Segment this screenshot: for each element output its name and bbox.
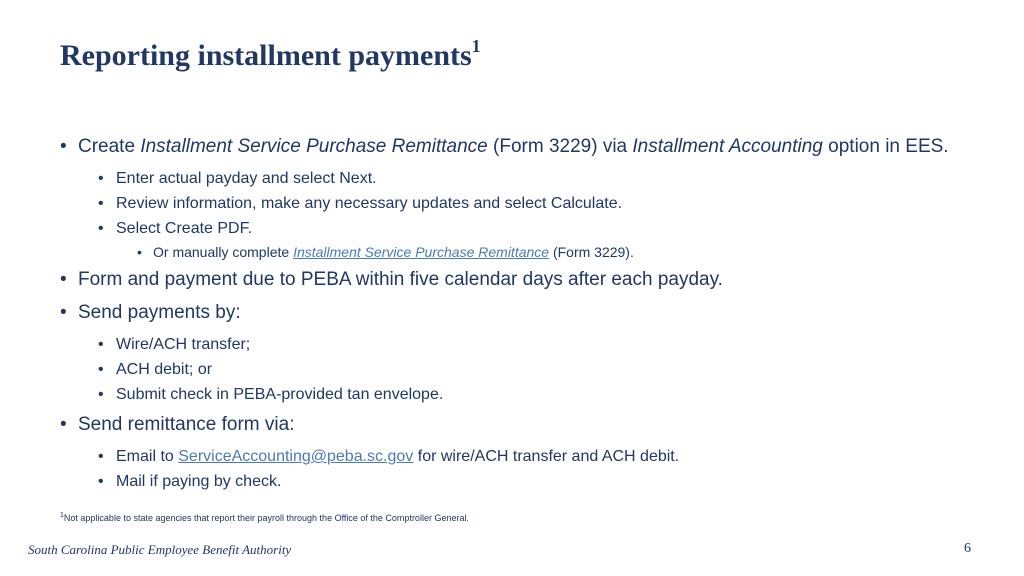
option-name: Installment Accounting	[632, 136, 823, 157]
footer-organization: South Carolina Public Employee Benefit Authority	[28, 542, 292, 557]
bullet-dot: •	[98, 194, 104, 212]
sub-bullet-text: ACH debit; or	[116, 360, 213, 378]
bullet-text: Form and payment due to PEBA within five calendar days after each payday.	[78, 269, 723, 291]
bullet-text: Send payments by:	[78, 301, 241, 323]
bullet-dot: •	[98, 335, 104, 353]
bullet-dot: •	[98, 473, 104, 491]
slide-title	[60, 38, 481, 73]
sub-bullet-mail	[98, 472, 1000, 491]
bullet-send-payments	[60, 302, 1000, 325]
sub-bullet-wire	[98, 335, 1000, 354]
bullet-dot: •	[60, 414, 67, 436]
sub-bullet-text-pre: Email to	[116, 448, 179, 466]
bullet-text-mid: (Form 3229) via	[487, 136, 633, 157]
sub-bullet-text: Mail if paying by check.	[116, 473, 282, 491]
bullet-dot: •	[60, 301, 67, 323]
bullet-dot: •	[98, 448, 104, 466]
sub-bullet-create-pdf	[98, 219, 1000, 238]
email-link[interactable]: ServiceAccounting@peba.sc.gov	[178, 448, 414, 466]
bullet-dot: •	[98, 386, 104, 404]
bullet-text: Send remittance form via:	[78, 414, 295, 436]
bullet-dot: •	[98, 169, 104, 187]
bullet-dot: •	[60, 269, 67, 291]
form-3229-link[interactable]: Installment Service Purchase Remittance	[293, 244, 550, 261]
sub-bullet-check	[98, 385, 1000, 404]
sub-bullet-ach-debit	[98, 360, 1000, 379]
bullet-dot: •	[98, 220, 104, 238]
footnote	[60, 512, 469, 523]
sub-sub-bullet-text-pre: Or manually complete	[153, 244, 294, 261]
footnote-marker: 1	[60, 512, 64, 519]
bullet-list	[60, 136, 1000, 497]
sub-bullet-text: Submit check in PEBA-provided tan envelope.	[116, 386, 444, 404]
sub-bullet-review-info	[98, 194, 1000, 213]
page-number: 6	[964, 541, 971, 556]
sub-bullet-text: Enter actual payday and select Next.	[116, 169, 377, 187]
bullet-dot: •	[60, 136, 67, 157]
bullet-dot: •	[98, 360, 104, 378]
footnote-text: Not applicable to state agencies that report their payroll through the Office of the Comptroller General.	[63, 513, 469, 523]
sub-bullet-enter-payday	[98, 169, 1000, 188]
slide-title-text: Reporting installment payments	[60, 39, 472, 72]
title-footnote-marker: 1	[471, 36, 481, 56]
bullet-create-remittance	[60, 136, 1000, 159]
sub-bullet-text-post: for wire/ACH transfer and ACH debit.	[413, 448, 680, 466]
sub-sub-bullet-manual	[137, 244, 1000, 261]
sub-sub-bullet-text-post: (Form 3229).	[549, 244, 634, 261]
bullet-text-pre: Create	[78, 136, 141, 157]
form-name: Installment Service Purchase Remittance	[140, 136, 488, 157]
bullet-form-due	[60, 269, 1000, 292]
bullet-dot: •	[137, 244, 142, 261]
bullet-send-remittance	[60, 414, 1000, 437]
sub-bullet-text: Wire/ACH transfer;	[116, 335, 251, 353]
sub-bullet-text: Review information, make any necessary updates and select Calculate.	[116, 194, 623, 212]
sub-bullet-text: Select Create PDF.	[116, 220, 253, 238]
bullet-text-post: option in EES.	[822, 136, 949, 157]
sub-bullet-email	[98, 447, 1000, 466]
